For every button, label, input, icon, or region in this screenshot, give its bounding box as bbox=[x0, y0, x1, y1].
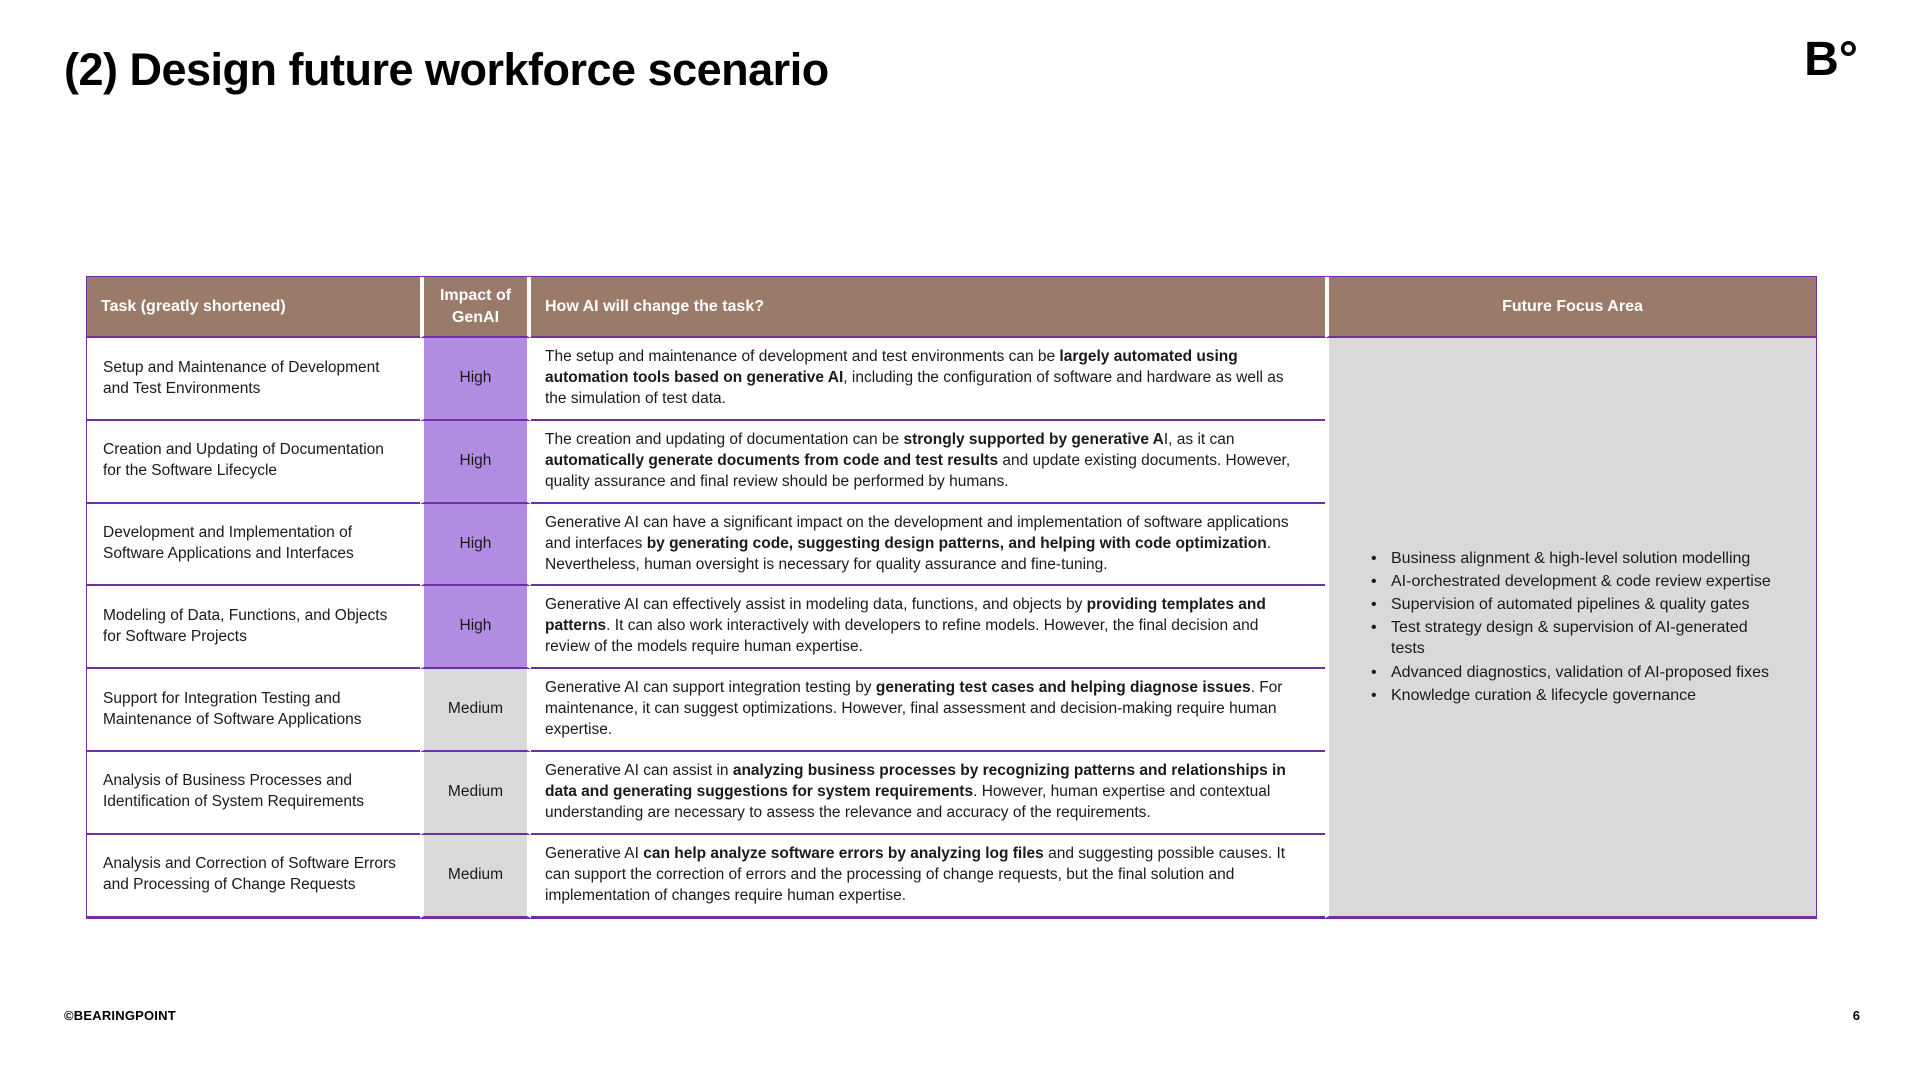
task-cell: Support for Integration Testing and Maintenance of Software Applications bbox=[87, 669, 420, 752]
description-cell: The setup and maintenance of development and test environments can be largely automated using automation tools based on generative AI, including the configuration of software and hardware as well as the simulation of test data. bbox=[531, 338, 1325, 421]
future-focus-item: • Test strategy design & supervision of AI-generated tests bbox=[1369, 617, 1776, 659]
future-focus-item: • Advanced diagnostics, validation of AI-proposed fixes bbox=[1369, 662, 1776, 683]
task-cell: Analysis and Correction of Software Errors and Processing of Change Requests bbox=[87, 835, 420, 918]
task-cell: Modeling of Data, Functions, and Objects for Software Projects bbox=[87, 586, 420, 669]
impact-cell: High bbox=[420, 338, 531, 421]
impact-cell: High bbox=[420, 586, 531, 669]
future-focus-item: • Supervision of automated pipelines & quality gates bbox=[1369, 594, 1776, 615]
table-header bbox=[87, 277, 1816, 338]
description-cell: Generative AI can effectively assist in modeling data, functions, and objects by providing templates and patterns. It can also work interactively with developers to refine models. However, the final decision and review of the models require human expertise. bbox=[531, 586, 1325, 669]
description-cell: Generative AI can help analyze software errors by analyzing log files and suggesting possible causes. It can support the correction of errors and the processing of change requests, but the final solution and implementation of changes require human expertise. bbox=[531, 835, 1325, 918]
impact-cell: High bbox=[420, 504, 531, 587]
description-cell: Generative AI can support integration testing by generating test cases and helping diagnose issues. For maintenance, it can suggest optimizations. However, final assessment and decision-making require human expertise. bbox=[531, 669, 1325, 752]
task-cell: Development and Implementation of Software Applications and Interfaces bbox=[87, 504, 420, 587]
future-focus-item: • Business alignment & high-level solution modelling bbox=[1369, 548, 1776, 569]
column-header-how-ai: How AI will change the task? bbox=[531, 277, 1325, 338]
column-header-impact: Impact of GenAI bbox=[420, 277, 531, 338]
header-row bbox=[87, 277, 1816, 338]
impact-cell: Medium bbox=[420, 835, 531, 918]
task-cell: Creation and Updating of Documentation for the Software Lifecycle bbox=[87, 421, 420, 504]
description-cell: Generative AI can assist in analyzing business processes by recognizing patterns and relationships in data and generating suggestions for system requirements. However, human expertise and contextual understanding are necessary to assess the relevance and accuracy of the requirements. bbox=[531, 752, 1325, 835]
future-focus-item: • Knowledge curation & lifecycle governance bbox=[1369, 685, 1776, 706]
task-cell: Setup and Maintenance of Development and Test Environments bbox=[87, 338, 420, 421]
description-cell: Generative AI can have a significant impact on the development and implementation of software applications and interfaces by generating code, suggesting design patterns, and helping with code optimization. Nevertheless, human oversight is necessary for quality assurance and fine-tuning. bbox=[531, 504, 1325, 587]
future-focus-cell bbox=[1325, 338, 1816, 917]
slide-title: (2) Design future workforce scenario bbox=[64, 44, 829, 95]
page-number: 6 bbox=[1852, 1008, 1860, 1023]
impact-cell: Medium bbox=[420, 752, 531, 835]
task-cell: Analysis of Business Processes and Identification of System Requirements bbox=[87, 752, 420, 835]
future-focus-list bbox=[1343, 548, 1802, 706]
column-header-task: Task (greatly shortened) bbox=[87, 277, 420, 338]
future-focus-item: • AI-orchestrated development & code review expertise bbox=[1369, 571, 1776, 592]
bearingpoint-logo: B° bbox=[1804, 33, 1858, 86]
impact-cell: High bbox=[420, 421, 531, 504]
copyright: ©BEARINGPOINT bbox=[64, 1008, 176, 1023]
task-table-body bbox=[87, 338, 1816, 917]
task-table bbox=[86, 276, 1817, 919]
impact-cell: Medium bbox=[420, 669, 531, 752]
description-cell: The creation and updating of documentation can be strongly supported by generative AI, as it can automatically generate documents from code and test results and update existing documents. However, quality assurance and final review should be performed by humans. bbox=[531, 421, 1325, 504]
column-header-future-focus: Future Focus Area bbox=[1325, 277, 1816, 338]
table-row bbox=[87, 338, 1816, 421]
